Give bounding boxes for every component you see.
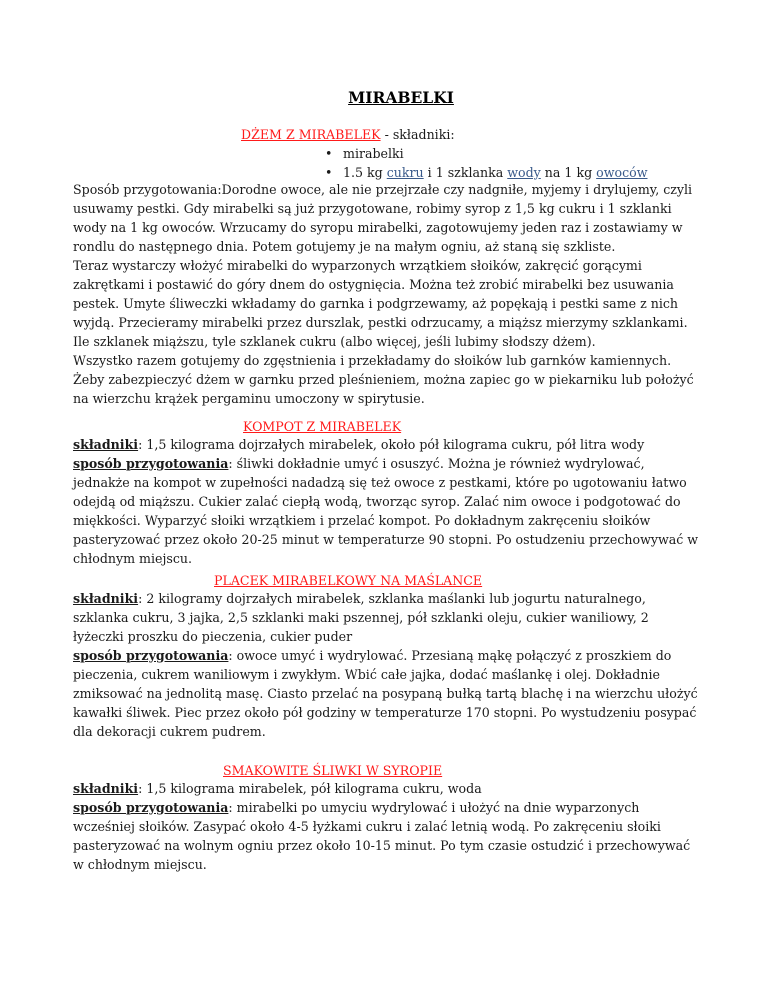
bullet-icon: • (325, 165, 333, 180)
heading-text: PLACEK MIRABELKOWY NA MAŚLANCE (214, 573, 483, 588)
compote-paragraph (73, 435, 703, 568)
link-wody[interactable]: wody (507, 165, 541, 180)
list-item-text: i 1 szklanka (423, 165, 508, 180)
heading-suffix: - składniki: (380, 127, 455, 142)
section-heading-cake (214, 571, 482, 590)
ingredients-text: : 1,5 kilograma mirabelek, pół kilograma cukru, woda (138, 781, 482, 796)
section-heading-plums (223, 761, 442, 780)
link-owocow[interactable]: owoców (596, 165, 648, 180)
jam-method-paragraph: Sposób przygotowania:Dorodne owoce, ale nie przejrzałe czy nadgniłe, myjemy i drylujemy, czyli usuwamy pestki. Gdy mirabelki są już przygotowane, robimy syrop z 1,5 kg cukru i 1 szklanki wody na 1 kg owoców. Wrzucamy do syropu mirabelki, zagotowujemy jeden raz i zostawiamy w rondlu do następnego dnia. Potem gotujemy je na małym ogniu, aż staną się szkliste. Teraz wystarczy włożyć mirabelki do wyparzonych wrzątkiem słoików, zakręcić gorącymi zakrętkami i postawić do góry dnem do ostygnięcia. Można też zrobić mirabelki bez usuwania pestek. Umyte śliweczki wkładamy do garnka i podgrzewamy, aż popękają i pestki same z nich wyjdą. Przecieramy mirabelki przez durszlak, pestki odrzucamy, a miąższ mierzymy szklankami. Ile szklanek miąższu, tyle szklanek cukru (albo więcej, jeśli lubimy słodszy dżem). Wszystko razem gotujemy do zgęstnienia i przekładamy do słoików lub garnków kamiennych. Żeby zabezpieczyć dżem w garnku przed pleśnieniem, można zapiec go w piekarniku lub położyć na wierzchu krążek pergaminu umoczony w spirytusie. (73, 182, 694, 406)
heading-text: DŻEM Z MIRABELEK (241, 127, 381, 142)
method-text: : owoce umyć i wydrylować. Przesianą mąkę połączyć z proszkiem do pieczenia, cukrem waniliowym i zwykłym. Wbić całe jajka, dodać maślankę i olej. Dokładnie zmiksować na jednolitą masę. Ciasto przelać na posypaną bułką tartą blachę i na wierzchu ułożyć kawałki śliwek. Piec przez około pół godziny w temperaturze 170 stopni. Po wystudzeniu posypać dla dekoracji cukrem pudrem. (73, 648, 698, 739)
list-item-text: mirabelki (343, 146, 404, 161)
bullet-icon: • (325, 146, 333, 161)
cake-paragraph (73, 589, 703, 741)
list-item-text: na 1 kg (540, 165, 597, 180)
list-item-text: 1.5 kg (343, 165, 387, 180)
ingredients-text: : 1,5 kilograma dojrzałych mirabelek, około pół kilograma cukru, pół litra wody (138, 437, 645, 452)
ingredients-label: składniki (73, 437, 139, 452)
method-text: : śliwki dokładnie umyć i osuszyć. Można je również wydrylować, jednakże na kompot w zupełności nadadzą się też owoce z pestkami, które po ugotowaniu łatwo odejdą od miąższu. Cukier zalać ciepłą wodą, tworząc syrop. Zalać nim owoce i podgotować do miękkości. Wyparzyć słoiki wrzątkiem i przelać kompot. Po dokładnym zakręceniu słoików pasteryzować przez około 20-25 minut w temperaturze 90 stopni. Po ostudzeniu przechowywać w chłodnym miejscu. (73, 456, 699, 566)
section-heading-jam (241, 125, 455, 144)
heading-text: KOMPOT Z MIRABELEK (243, 419, 402, 434)
method-label: sposób przygotowania (73, 456, 229, 471)
ingredients-label: składniki (73, 591, 139, 606)
ingredients-text: : 2 kilogramy dojrzałych mirabelek, szklanka maślanki lub jogurtu naturalnego, szklanka cukru, 3 jajka, 2,5 szklanki maki pszennej, pół szklanki oleju, cukier waniliowy, 2 łyżeczki proszku do pieczenia, cukier puder (73, 591, 649, 644)
plums-paragraph (73, 779, 703, 874)
link-cukru[interactable]: cukru (386, 165, 424, 180)
section-heading-compote (243, 417, 401, 436)
method-label: sposób przygotowania (73, 648, 229, 663)
method-label: sposób przygotowania (73, 800, 229, 815)
ingredient-list (321, 144, 648, 182)
list-item (321, 144, 648, 163)
ingredients-label: składniki (73, 781, 139, 796)
method-text: : mirabelki po umyciu wydrylować i ułożyć na dnie wyparzonych wcześniej słoików. Zasypać około 4-5 łyżkami cukru i zalać letnią wodą. Po zakręceniu słoiki pasteryzować na wolnym ogniu przez około 10-15 minut. Po tym czasie ostudzić i przechowywać w chłodnym miejscu. (73, 800, 691, 872)
page-title: MIRABELKI (348, 88, 454, 107)
heading-text: SMAKOWITE ŚLIWKI W SYROPIE (223, 763, 443, 778)
